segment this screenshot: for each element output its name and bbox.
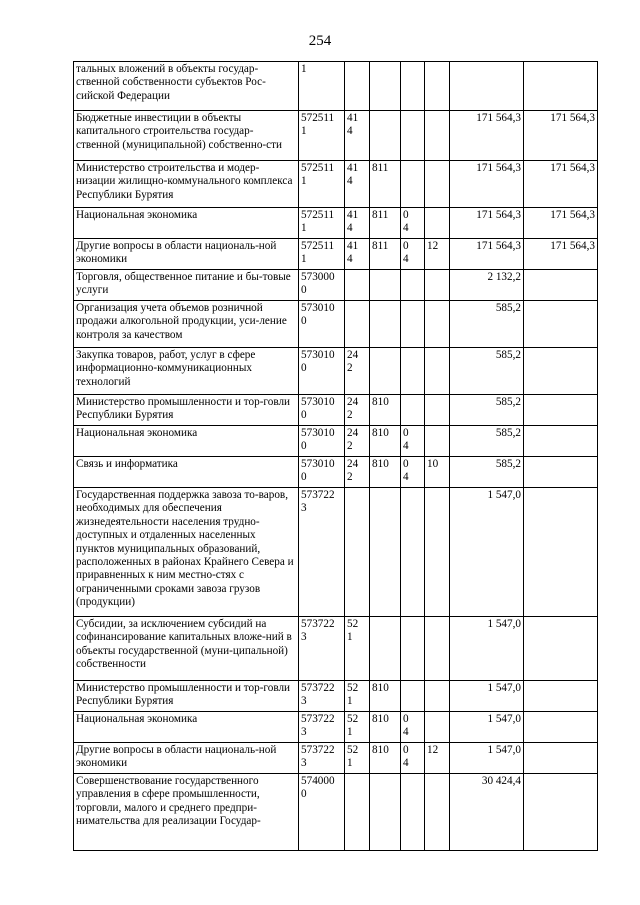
item-name-cell: Другие вопросы в области националь-ной экономики [74,239,299,270]
item-name-cell: Бюджетные инвестиции в объекты капитального строительства государ-ственной (муниципальной) собственно-сти [74,111,299,161]
ministry-code-cell [370,301,401,348]
amount-cell [450,62,524,111]
amount-secondary-cell [524,743,598,774]
table-row [74,712,598,743]
amount-secondary-cell [524,395,598,426]
ministry-code-cell: 810 [370,712,401,743]
subsection-code-cell [425,617,450,681]
ministry-code-cell [370,270,401,301]
subsection-code-cell [425,348,450,395]
amount-cell: 585,2 [450,457,524,488]
section-code-cell [401,395,425,426]
subsection-code-cell: 12 [425,743,450,774]
amount-secondary-cell [524,348,598,395]
amount-cell: 585,2 [450,301,524,348]
table-row [74,457,598,488]
amount-secondary-cell [524,712,598,743]
expense-type-cell: 24 2 [345,348,370,395]
ministry-code-cell: 810 [370,681,401,712]
subsection-code-cell [425,712,450,743]
ministry-code-cell [370,348,401,395]
target-article-code-cell: 574000 0 [299,774,345,851]
subsection-code-cell: 12 [425,239,450,270]
amount-cell: 2 132,2 [450,270,524,301]
ministry-code-cell: 810 [370,457,401,488]
section-code-cell [401,270,425,301]
budget-table-body [74,62,598,851]
ministry-code-cell [370,62,401,111]
amount-secondary-cell [524,488,598,617]
section-code-cell: 0 4 [401,208,425,239]
target-article-code-cell: 573722 3 [299,617,345,681]
subsection-code-cell [425,774,450,851]
item-name-cell: Министерство промышленности и тор-говли Республики Бурятия [74,395,299,426]
target-article-code-cell: 573000 0 [299,270,345,301]
expense-type-cell: 41 4 [345,239,370,270]
expense-type-cell [345,774,370,851]
ministry-code-cell: 811 [370,161,401,208]
subsection-code-cell [425,161,450,208]
section-code-cell [401,774,425,851]
target-article-code-cell: 573010 0 [299,426,345,457]
ministry-code-cell [370,111,401,161]
amount-cell: 1 547,0 [450,681,524,712]
amount-secondary-cell [524,62,598,111]
page-number: 254 [308,33,332,49]
amount-cell: 1 547,0 [450,743,524,774]
item-name-cell: Связь и информатика [74,457,299,488]
item-name-cell: Совершенствование государственного управления в сфере промышленности, торговли, малого и среднего предпри-нимательства для реализации Государ- [74,774,299,851]
amount-secondary-cell: 171 564,3 [524,161,598,208]
budget-table [73,61,598,851]
table-row [74,488,598,617]
expense-type-cell: 52 1 [345,681,370,712]
ministry-code-cell: 811 [370,239,401,270]
amount-secondary-cell [524,617,598,681]
target-article-code-cell: 572511 1 [299,239,345,270]
section-code-cell [401,301,425,348]
subsection-code-cell [425,681,450,712]
section-code-cell [401,161,425,208]
item-name-cell: Министерство промышленности и тор-говли Республики Бурятия [74,681,299,712]
item-name-cell: Национальная экономика [74,426,299,457]
amount-secondary-cell [524,774,598,851]
section-code-cell [401,62,425,111]
expense-type-cell: 52 1 [345,617,370,681]
expense-type-cell: 24 2 [345,395,370,426]
amount-cell: 585,2 [450,395,524,426]
table-row [74,426,598,457]
amount-secondary-cell [524,681,598,712]
amount-cell: 171 564,3 [450,208,524,239]
subsection-code-cell [425,208,450,239]
target-article-code-cell: 573722 3 [299,488,345,617]
subsection-code-cell [425,111,450,161]
ministry-code-cell: 810 [370,426,401,457]
amount-secondary-cell [524,270,598,301]
table-row [74,208,598,239]
expense-type-cell [345,270,370,301]
ministry-code-cell [370,774,401,851]
section-code-cell: 0 4 [401,457,425,488]
section-code-cell: 0 4 [401,743,425,774]
amount-cell: 171 564,3 [450,239,524,270]
target-article-code-cell: 573010 0 [299,301,345,348]
expense-type-cell: 52 1 [345,743,370,774]
table-row [74,617,598,681]
item-name-cell: Торговля, общественное питание и бы-товые услуги [74,270,299,301]
expense-type-cell [345,488,370,617]
table-row [74,62,598,111]
target-article-code-cell: 572511 1 [299,161,345,208]
item-name-cell: Национальная экономика [74,712,299,743]
amount-cell: 1 547,0 [450,617,524,681]
subsection-code-cell [425,62,450,111]
item-name-cell: Закупка товаров, работ, услуг в сфере информационно-коммуникационных технологий [74,348,299,395]
item-name-cell: Министерство строительства и модер-низации жилищно-коммунального комплекса Республики Бурятия [74,161,299,208]
amount-cell: 1 547,0 [450,712,524,743]
section-code-cell: 0 4 [401,239,425,270]
amount-secondary-cell [524,426,598,457]
target-article-code-cell: 1 [299,62,345,111]
amount-secondary-cell: 171 564,3 [524,208,598,239]
section-code-cell [401,681,425,712]
expense-type-cell: 24 2 [345,457,370,488]
item-name-cell: тальных вложений в объекты государ-ственной собственности субъектов Рос-сийской Федерации [74,62,299,111]
expense-type-cell: 24 2 [345,426,370,457]
table-row [74,161,598,208]
item-name-cell: Субсидии, за исключением субсидий на софинансирование капитальных вложе-ний в объекты государственной (муни-ципальной) собственности [74,617,299,681]
amount-cell: 585,2 [450,426,524,457]
item-name-cell: Другие вопросы в области националь-ной экономики [74,743,299,774]
expense-type-cell: 52 1 [345,712,370,743]
table-row [74,270,598,301]
section-code-cell [401,488,425,617]
subsection-code-cell [425,426,450,457]
amount-cell: 30 424,4 [450,774,524,851]
item-name-cell: Национальная экономика [74,208,299,239]
table-row [74,111,598,161]
amount-secondary-cell: 171 564,3 [524,239,598,270]
item-name-cell: Государственная поддержка завоза то-варов, необходимых для обеспечения жизнедеятельности населения трудно-доступных и отдаленных населенных пунктов муниципальных образований, расположенных в районах Крайнего Севера и приравненных к ним местно-стях с ограниченными сроками завоза грузов (продукции) [74,488,299,617]
target-article-code-cell: 573010 0 [299,457,345,488]
target-article-code-cell: 573722 3 [299,681,345,712]
amount-secondary-cell: 171 564,3 [524,111,598,161]
target-article-code-cell: 572511 1 [299,208,345,239]
target-article-code-cell: 573722 3 [299,743,345,774]
section-code-cell: 0 4 [401,426,425,457]
subsection-code-cell [425,270,450,301]
expense-type-cell: 41 4 [345,161,370,208]
amount-cell: 171 564,3 [450,111,524,161]
target-article-code-cell: 573010 0 [299,348,345,395]
amount-cell: 1 547,0 [450,488,524,617]
table-row [74,239,598,270]
ministry-code-cell [370,488,401,617]
ministry-code-cell: 811 [370,208,401,239]
target-article-code-cell: 573010 0 [299,395,345,426]
expense-type-cell [345,62,370,111]
amount-cell: 171 564,3 [450,161,524,208]
section-code-cell [401,617,425,681]
subsection-code-cell [425,488,450,617]
item-name-cell: Организация учета объемов розничной продажи алкогольной продукции, уси-ление контроля за качеством [74,301,299,348]
table-row [74,348,598,395]
expense-type-cell [345,301,370,348]
table-row [74,681,598,712]
table-row [74,743,598,774]
target-article-code-cell: 572511 1 [299,111,345,161]
ministry-code-cell: 810 [370,395,401,426]
amount-cell: 585,2 [450,348,524,395]
table-row [74,774,598,851]
target-article-code-cell: 573722 3 [299,712,345,743]
section-code-cell [401,348,425,395]
table-row [74,395,598,426]
ministry-code-cell [370,617,401,681]
section-code-cell [401,111,425,161]
expense-type-cell: 41 4 [345,208,370,239]
expense-type-cell: 41 4 [345,111,370,161]
amount-secondary-cell [524,457,598,488]
table-row [74,301,598,348]
ministry-code-cell: 810 [370,743,401,774]
subsection-code-cell [425,301,450,348]
subsection-code-cell: 10 [425,457,450,488]
subsection-code-cell [425,395,450,426]
section-code-cell: 0 4 [401,712,425,743]
amount-secondary-cell [524,301,598,348]
